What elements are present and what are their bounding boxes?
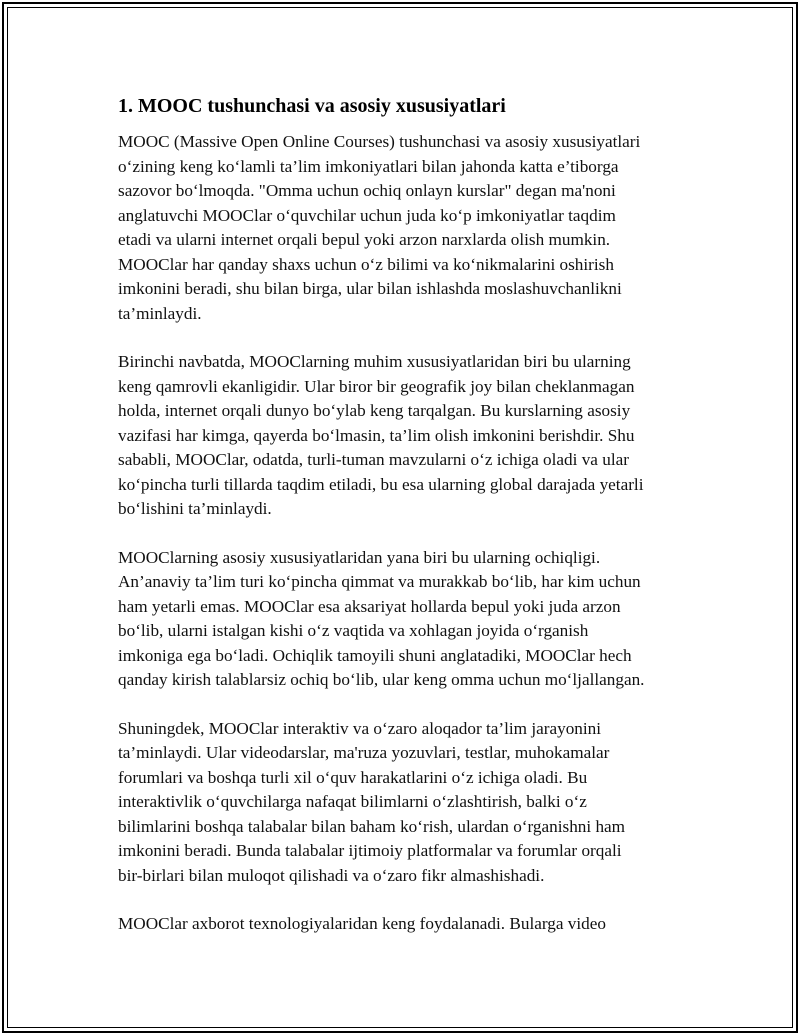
paragraph-1: MOOC (Massive Open Online Courses) tushunchasi va asosiy xususiyatlari o‘zining keng ko‘lamli ta’lim imkoniyatlari bilan jahonda katta e’tiborga sazovor bo‘lmoqda. "Omma uchun ochiq onlayn kurslar" degan ma'noni anglatuvchi MOOClar o‘quvchilar uchun juda ko‘p imkoniyatlar taqdim etadi va ularni internet orqali bepul yoki arzon narxlarda olish mumkin. MOOClar har qanday shaxs uchun o‘z bilimi va ko‘nikmalarini oshirish imkonini beradi, shu bilan birga, ular bilan ishlashda moslashuvchanlikni ta’minlaydi.: [118, 132, 641, 323]
paragraph-5: MOOClar axborot texnologiyalaridan keng foydalanadi. Bularga video: [118, 914, 606, 933]
paragraph-2: Birinchi navbatda, MOOClarning muhim xususiyatlaridan biri bu ularning keng qamrovli ekanligidir. Ular biror bir geografik joy bilan cheklanmagan holda, internet orqali dunyo bo‘ylab keng tarqalgan. Bu kurslarning asosiy vazifasi har kimga, qayerda bo‘lmasin, ta’lim olish imkonini berishdir. Shu sababli, MOOClar, odatda, turli-tuman mavzularni o‘z ichiga oladi va ular ko‘pincha turli tillarda taqdim etiladi, bu esa ularning global darajada yetarli bo‘lishini ta’minlaydi.: [118, 352, 644, 518]
paragraph-4: Shuningdek, MOOClar interaktiv va o‘zaro aloqador ta’lim jarayonini ta’minlaydi. Ular videodarslar, ma'ruza yozuvlari, testlar, muhokamalar forumlari va boshqa turli xil o‘quv harakatlarini o‘z ichiga oladi. Bu interaktivlik o‘quvchilarga nafaqat bilimlarni o‘zlashtirish, balki o‘z bilimlarini boshqa talabalar bilan baham ko‘rish, ulardan o‘rganishni ham imkonini beradi. Bunda talabalar ijtimoiy platformalar va forumlar orqali bir-birlari bilan muloqot qilishadi va o‘zaro fikr almashishadi.: [118, 718, 626, 885]
section-heading: 1. MOOC tushunchasi va asosiy xususiyatlari: [118, 95, 506, 117]
paragraph-3: MOOClarning asosiy xususiyatlaridan yana biri bu ularning ochiqligi. An’anaviy ta’lim turi ko‘pincha qimmat va murakkab bo‘lib, har kim uchun ham yetarli emas. MOOClar esa aksariyat hollarda bepul yoki juda arzon bo‘lib, ularni istalgan kishi o‘z vaqtida va xohlagan joyida o‘rganish imkoniga ega bo‘ladi. Ochiqlik tamoyili shuni anglatadiki, MOOClar hech qanday kirish talablarsiz ochiq bo‘lib, ular keng omma uchun mo‘ljallangan.: [118, 547, 645, 689]
document-body: [118, 92, 698, 961]
